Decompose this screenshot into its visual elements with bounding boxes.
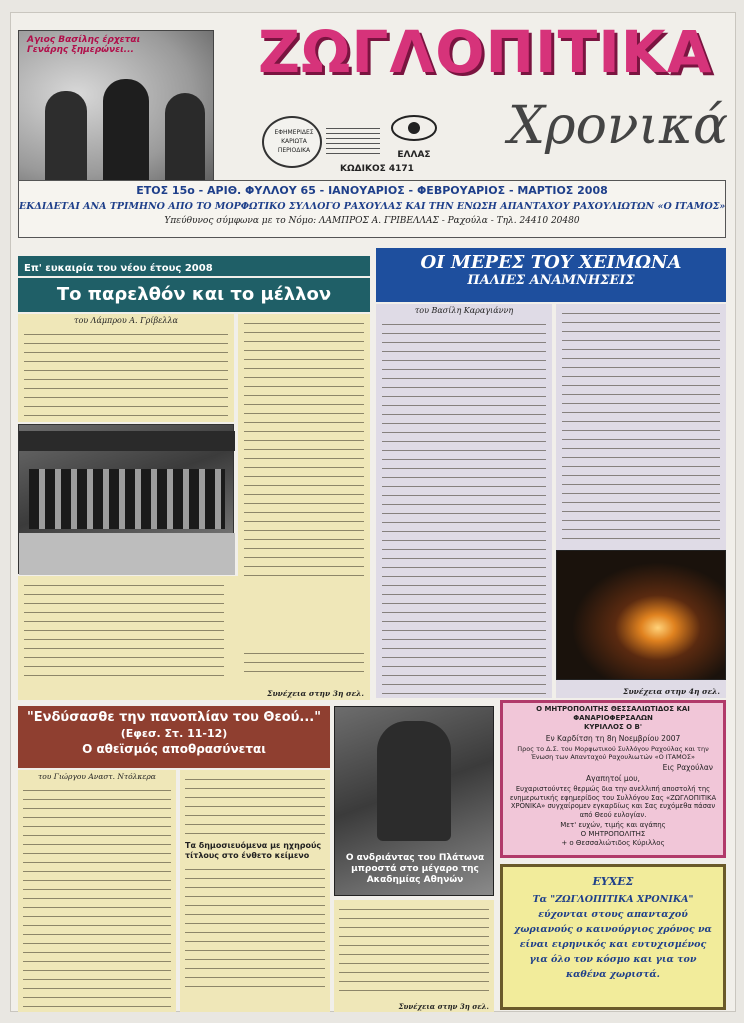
roof-shape	[19, 431, 235, 451]
letter-date: Εν Καρδίτση τη 8η Νοεμβρίου 2007	[545, 734, 681, 743]
postmark-lines	[326, 124, 380, 154]
dance-photo	[18, 424, 234, 574]
left-continued: Συνέχεια στην 3η σελ.	[267, 689, 364, 698]
letter-place: Εις Ραχούλαν	[662, 763, 713, 772]
publisher-line: ΕΚΔΙΔΕΤΑΙ ΑΝΑ ΤΡΙΜΗΝΟ ΑΠΟ ΤΟ ΜΟΡΦΩΤΙΚΟ ΣΥΛΛΟΓΟ ΡΑΧΟΥΛΑΣ ΚΑΙ ΤΗΝ ΕΝΩΣΗ ΑΠΑΝΤΑΧΟΥ ΡΑΧΟΥΛΙΩΤΩΝ «Ο ΙΤΑΜΟΣ»	[19, 201, 725, 212]
bottom-reference: (Εφεσ. Στ. 11-12)	[120, 727, 228, 740]
bottom-continued: Συνέχεια στην 3η σελ.	[398, 1002, 489, 1011]
statue-figure	[377, 721, 451, 841]
left-body-col1	[18, 314, 234, 422]
bottom-body-col2	[180, 770, 330, 1012]
figure-silhouette-3	[165, 93, 205, 187]
bottom-headline-bar	[18, 706, 330, 768]
left-kicker-bar	[18, 256, 370, 276]
ground	[19, 533, 235, 575]
left-kicker: Επ' ευκαιρία του νέου έτους 2008	[24, 263, 213, 274]
responsible-line: Υπεύθυνος σύμφωνα με το Νόμο: ΛΑΜΠΡΟΣ Α. ΓΡΙΒΕΛΛΑΣ - Ραχούλα - Τηλ. 24410 20480	[164, 216, 580, 226]
issue-box	[18, 180, 726, 238]
masthead-photo	[18, 30, 214, 190]
dancers-row	[29, 469, 225, 529]
left-headline-bar	[18, 278, 370, 312]
bottom-inline-subhead: Τα δημοσιευόμενα με ηχηρούς τίτλους στο ένθετο κείμενο	[185, 841, 322, 860]
wishes-body: Τα "ΖΩΓΛΟΠΙΤΙΚΑ ΧΡΟΝΙΚΑ" εύχονται στους απανταχού χωριανούς ο καινούργιος χρόνος να είναι ειρηνικός και ευτυχισμένος για όλο τον κόσμο και για τον καθένα χωριστά.	[514, 894, 712, 980]
letter-box	[500, 700, 726, 858]
bottom-text-block-4	[339, 904, 489, 996]
letter-greeting: Αγαπητοί μου,	[586, 774, 640, 783]
left-text-block-4	[244, 648, 364, 680]
right-author: του Βασίλη Καραγιάννη	[414, 306, 514, 315]
bottom-subheadline: Ο αθεϊσμός αποθρασύνεται	[82, 742, 266, 756]
bottom-article	[18, 706, 494, 1012]
right-subheadline: ΠΑΛΙΕΣ ΑΝΑΜΝΗΣΕΙΣ	[467, 273, 635, 288]
left-article	[18, 256, 370, 700]
right-headline-bar	[376, 248, 726, 302]
issue-line: ΕΤΟΣ 15ο - ΑΡΙΘ. ΦΥΛΛΟΥ 65 - ΙΑΝΟΥΑΡΙΟΣ - ΦΕΒΡΟΥΑΡΙΟΣ - ΜΑΡΤΙΟΣ 2008	[136, 184, 608, 197]
newspaper-title: ΖΩΓΛΟΠΙΤΙΚΑ	[258, 18, 713, 86]
left-text-block-1	[24, 329, 228, 419]
postal-stamp	[262, 116, 322, 168]
right-article	[376, 248, 726, 698]
figure-silhouette-1	[45, 91, 87, 187]
letter-body: Ευχαριστούντες θερμώς δια την ανελλιπή αποστολή της ενημερωτικής εφημερίδος του Συλλόγου Σας «ΖΩΓΛΟΠΙΤΙΚΑ ΧΡΟΝΙΚΑ» συγχαίρομεν εγκαρδίως και Σας ευχόμεθα πάσαν από Θεού ευλογίαν.	[509, 785, 717, 819]
right-body-col1	[376, 304, 552, 698]
bottom-body-col1	[18, 770, 176, 1012]
bottom-text-block-1	[23, 785, 171, 1007]
right-text-block-1	[382, 319, 546, 695]
hellenic-post-logo	[386, 112, 442, 160]
right-text-block-2	[562, 308, 720, 544]
letter-closing: Μετ' ευχών, τιμής και αγάπης Ο ΜΗΤΡΟΠΟΛΙΤΗΣ + ο Θεσσαλιώτιδος Κύριλλος	[560, 821, 666, 847]
left-body-bottom	[18, 576, 370, 700]
letter-recipient: Προς το Δ.Σ. του Μορφωτικού Συλλόγου Ραχούλας και την Ένωση των Απανταχού Ραχουλιωτών «Ο ΙΤΑΜΟΣ»	[517, 745, 709, 761]
bottom-body-col3	[334, 900, 494, 1012]
bottom-text-block-3	[185, 864, 325, 994]
post-label: ΕΛΛΑΣ	[397, 150, 431, 160]
statue-photo	[334, 706, 494, 896]
postal-stamp-text: ΕΦΗΜΕΡΙΔΕΣ ΚΑΡΙΩΤΑ ΠΕΡΙΟΔΙΚΑ	[274, 129, 314, 154]
wishes-title: ΕΥΧΕΣ	[592, 875, 634, 888]
left-author: του Λάμπρου Α. Γρίβελλα	[74, 316, 178, 325]
bottom-text-block-2	[185, 774, 325, 838]
masthead-photo-caption: Αγιος Βασίλης έρχεται Γενάρης ξημερώνει...	[27, 35, 141, 55]
left-headline: Το παρελθόν και το μέλλον	[56, 284, 332, 305]
right-headline: ΟΙ ΜΕΡΕΣ ΤΟΥ ΧΕΙΜΩΝΑ	[420, 252, 682, 273]
wishes-box	[500, 864, 726, 1010]
letter-header: Ο ΜΗΤΡΟΠΟΛΙΤΗΣ ΘΕΣΣΑΛΙΩΤΙΔΟΣ ΚΑΙ ΦΑΝΑΡΙΟΦΕΡΣΑΛΩΝ ΚΥΡΙΛΛΟΣ Ο Β'	[536, 705, 690, 731]
right-continued: Συνέχεια στην 4η σελ.	[623, 687, 720, 696]
fireplace-photo	[556, 550, 726, 680]
post-code: ΚΩΔΙΚΟΣ 4171	[340, 164, 414, 174]
left-text-block-3	[24, 580, 224, 680]
eye-icon	[386, 112, 442, 146]
bottom-author: του Γιώργου Αναστ. Ντόλκερα	[38, 772, 156, 781]
bottom-headline: "Ενδύσασθε την πανοπλίαν του Θεού..."	[26, 710, 322, 725]
newspaper-subtitle: Χρονικά	[508, 96, 729, 156]
figure-silhouette-2	[103, 79, 149, 187]
statue-caption: Ο ανδριάντας του Πλάτωνα μπροστά στο μέγαρο της Ακαδημίας Αθηνών	[345, 853, 485, 885]
